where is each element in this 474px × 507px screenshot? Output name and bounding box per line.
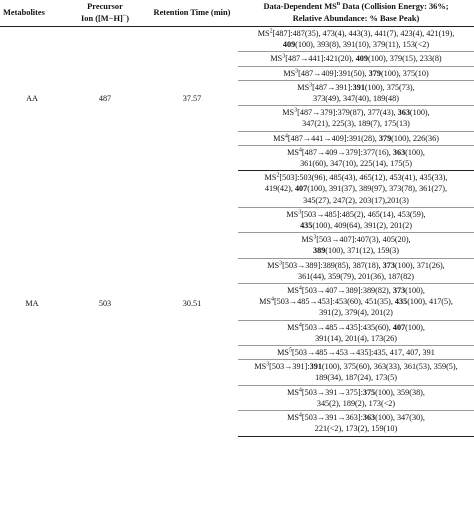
msn-data-cell: [238, 52, 474, 66]
msn-data-line: 221(<2), 173(2), 159(10): [314, 424, 398, 434]
metabolite-name: MA: [25, 298, 39, 308]
msn-data-cell: [238, 258, 474, 283]
msn-data-line: 345(2), 189(2), 173(<2): [316, 398, 396, 408]
msn-data-line: 389(100), 371(12), 159(3): [313, 246, 399, 256]
msn-data-line: 347(21), 225(3), 189(7), 175(13): [302, 119, 410, 129]
table-row: [0, 171, 474, 208]
msn-data-line: $MS^3[487\to 391]:391(100)$, 375(73),: [297, 82, 415, 92]
msn-data-cell: [238, 131, 474, 145]
msn-data-cell: [238, 66, 474, 80]
msn-data-line: 189(34), 187(24), 173(5): [315, 373, 397, 383]
msn-data-cell: [238, 233, 474, 258]
retention-time: 30.51: [182, 298, 202, 308]
msn-data-cell: [238, 360, 474, 385]
msn-data-line: $MS^5[503\to 485\to 453\to 435]:435$, 417, 407, 391: [277, 347, 435, 358]
msn-data-cell: [238, 320, 474, 345]
msn-data-line: $MS^3[487\to 379]:379(87)$, 377(43), 363(100),: [282, 107, 430, 118]
table-row: [0, 27, 474, 52]
header-row: [0, 0, 474, 27]
msn-data-line: 391(14), 201(4), 173(26): [315, 333, 397, 343]
msn-data-line: $MS^3[503\to 391]:391(100)$, 375(60), 363(33), 361(53), 359(5),: [254, 361, 458, 372]
msn-data-cell: [238, 385, 474, 410]
header-precursor: Precursor Ion ([M−H]−): [64, 0, 146, 27]
metabolite-name: AA: [26, 94, 38, 104]
msn-data-line: 435(100), 409(64), 391(2), 201(2): [300, 221, 412, 231]
msn-data-cell: [238, 106, 474, 131]
msn-data-line: $MS^4[503\to 485\to 453]:453(60)$, 451(35), 435(100), 417(5),: [259, 296, 453, 307]
msn-data-line: 361(44), 359(79), 201(36), 187(82): [298, 271, 414, 281]
msn-data-line: $MS^4[503\to 391\to 363]:363(100)$, 347(30),: [287, 412, 425, 423]
precursor-ion: 487: [98, 94, 112, 104]
msn-data-cell: [238, 207, 474, 232]
msn-data-line: $MS^4[503\to 391\to 375]:375(100)$, 359(38),: [287, 386, 425, 397]
msn-data-line: 345(27), 247(2), 203(17),201(3): [303, 195, 409, 205]
msn-data-cell: [238, 80, 474, 105]
msn-data-line: $MS^3[503\to 407]:407(3)$, 405(20),: [301, 234, 411, 245]
msn-data-line: $MS^4[503\to 485\to 435]:435(60)$, 407(100),: [287, 321, 425, 332]
msn-data-line: $MS^2[503]:503(96)$, 485(43), 465(12), 453(41), 435(33),: [264, 172, 448, 183]
msn-data-line: $MS^4[487\to 409\to 379]:377(16)$, 363(100),: [287, 147, 425, 157]
precursor-ion: 503: [98, 298, 112, 308]
msn-data-cell: [238, 284, 474, 321]
msn-data-line: $MS^3[487\to 409]:391(50)$, 379(100), 375(10): [283, 67, 429, 78]
msn-data-line: $MS^2[487]:487(35)$, 473(4), 443(3), 441(7), 423(4), 421(19),: [257, 28, 455, 38]
msn-data-line: $MS^3[503\to 389]:389(85)$, 387(18), 373(100), 371(26),: [267, 259, 445, 270]
msn-data-line: 361(60), 347(10), 225(14), 175(5): [300, 159, 412, 169]
retention-time: 37.57: [182, 94, 202, 104]
header-retention-time: Retention Time (min): [146, 0, 238, 27]
msn-data-line: $MS^4[503\to 407\to 389]:389(82)$, 373(100),: [287, 285, 425, 296]
msn-data-cell: [238, 411, 474, 436]
msn-data-line: 409(100), 393(8), 391(10), 379(11), 153(<2): [282, 40, 430, 50]
header-msn-data: Data-Dependent $MS^n$ Data (Collision Energy: 36%; Relative Abundance: % Base Peak): [238, 0, 474, 27]
msn-data-cell: [238, 145, 474, 170]
table-body: [0, 27, 474, 437]
msn-data-cell: [238, 346, 474, 360]
msn-data-cell: [238, 27, 474, 52]
msn-data-line: 419(42), 407(100), 391(37), 389(97), 373(78), 361(27),: [264, 184, 448, 194]
msn-data-line: $MS^3[487\to 441]:421(20)$, 409(100), 379(15), 233(8): [270, 53, 442, 64]
msn-data-line: $MS^3[503\to 485]:485(2)$, 465(14), 453(59),: [286, 209, 426, 219]
msn-data-line: 391(2), 379(4), 201(2): [319, 308, 393, 318]
msn-data-line: $MS^4[487\to 441\to 409]:391(28)$, 379(100), 226(36): [273, 132, 439, 143]
msn-data-line: 373(49), 347(40), 189(48): [313, 94, 399, 104]
header-metabolites: Metabolites: [0, 0, 64, 27]
msn-data-cell: [238, 171, 474, 208]
